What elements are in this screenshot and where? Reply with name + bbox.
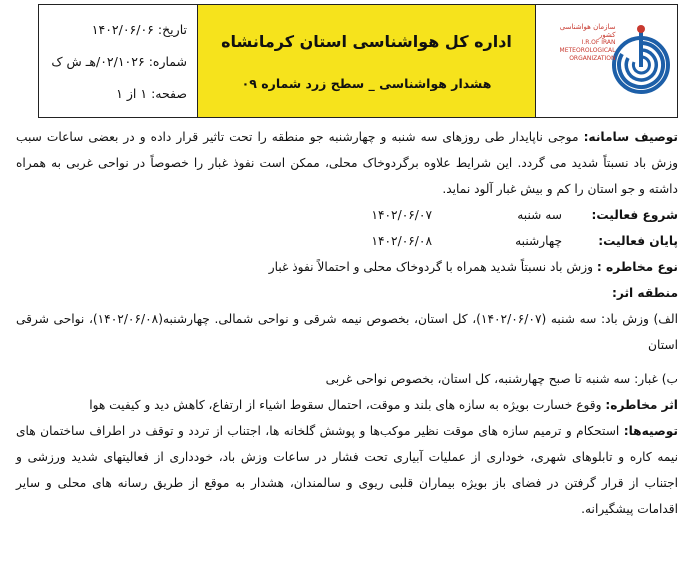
description-paragraph xyxy=(16,124,678,202)
number-value: ۰۲/۱۰۲۶/هـ ش ک xyxy=(51,53,145,69)
end-date: ۱۴۰۲/۰۶/۰۸ xyxy=(371,234,432,248)
number-label: شماره: xyxy=(148,53,187,69)
effect-label: اثر مخاطره: xyxy=(605,398,678,412)
hazard-text: وزش باد نسبتاً شدید همراه با گردوخاک محلی و احتمالاً نفوذ غبار xyxy=(268,260,594,274)
area-item-a: الف) وزش باد: سه شنبه (۱۴۰۲/۰۶/۰۷)، کل استان، بخصوص نیمه شرقی و نواحی شمالی. چهارشنبه(۱۴۰۲/۰۶/۰۸)، نواحی شرقی استان xyxy=(16,312,679,352)
date-value: ۱۴۰۲/۰۶/۰۶ xyxy=(91,21,154,37)
end-day: چهارشنبه xyxy=(515,234,562,248)
number-row xyxy=(49,54,187,69)
logo-en-line3: ORGANIZATION xyxy=(569,55,616,62)
warning-subtitle: هشدار هواشناسی _ سطح زرد شماره ۰۹ xyxy=(241,75,492,91)
area-item-b: ب) غبار: سه شنبه تا صبح چهارشنبه، کل استان، بخصوص نواحی غربی xyxy=(325,372,678,386)
title-cell xyxy=(197,5,535,117)
logo-cell xyxy=(535,5,677,117)
description-text: موجی ناپایدار طی روزهای سه شنبه و چهارشنبه جو منطقه را تحت تاثیر قرار داده و در بعضی ساعات سبب وزش باد نسبتاً شدید می گردد. این شرایط علاوه برگردوخاک محلی، ممکن است نفوذ غبار را خصوصاً در نواحی غربی به همراه داشته و جو استان را کم و بیش غبار آلود نماید. xyxy=(16,130,678,196)
page-row xyxy=(49,86,187,101)
logo-text xyxy=(542,23,616,63)
start-date: ۱۴۰۲/۰۶/۰۷ xyxy=(371,208,432,222)
area-label: منطقه اثر: xyxy=(611,286,678,300)
hazard-label: نوع مخاطره : xyxy=(596,260,678,274)
date-label: تاریخ: xyxy=(157,21,187,37)
page-label: صفحه: xyxy=(151,85,187,101)
description-label: توصیف سامانه: xyxy=(583,130,678,144)
logo xyxy=(542,11,672,111)
end-label: پایان فعالیت: xyxy=(598,234,678,248)
header-table xyxy=(38,4,678,118)
recommend-paragraph xyxy=(16,418,678,522)
warning-body xyxy=(16,124,678,522)
date-row xyxy=(49,22,187,37)
page-title: اداره کل هواشناسی استان کرمانشاه xyxy=(221,31,512,51)
start-label: شروع فعالیت: xyxy=(591,208,678,222)
logo-en-line1: I.R.OF IRAN xyxy=(581,39,616,46)
meta-cell xyxy=(39,5,197,117)
logo-en-line2: METEOROLOGICAL xyxy=(559,47,616,54)
hazard-line xyxy=(16,254,678,280)
start-row xyxy=(16,202,678,228)
recommend-label: توصیه‌ها: xyxy=(623,424,678,438)
effect-line xyxy=(16,392,678,418)
logo-fa-name: سازمان هواشناسی کشور xyxy=(559,23,616,39)
page-value: ۱ از ۱ xyxy=(116,85,148,101)
start-day: سه شنبه xyxy=(517,208,562,222)
end-row xyxy=(16,228,678,254)
recommend-text: استحکام و ترمیم سازه های موقت نظیر موکب‌ها و پوشش گلخانه ها، اجتناب از تردد و توقف در اطراف ساختمان های نیمه کاره و تابلوهای شهری، خوداری از عملیات آبیاری تحت فشار در ساعات وزش باد، خودداری از فعالیتهای شدید ورزشی و اجتناب از قرار گرفتن در فضای باز بویژه بیماران قلبی ریوی و سالمندان، هشدار به موقع از طریق رسانه های محلی و سایر اقدامات پیشگیرانه. xyxy=(16,424,678,516)
effect-text: وقوع خسارت بویژه به سازه های بلند و موقت، احتمال سقوط اشیاء از ارتفاع، کاهش دید و کیفیت هوا xyxy=(89,398,602,412)
meteorological-organization-logo-icon xyxy=(610,21,672,105)
